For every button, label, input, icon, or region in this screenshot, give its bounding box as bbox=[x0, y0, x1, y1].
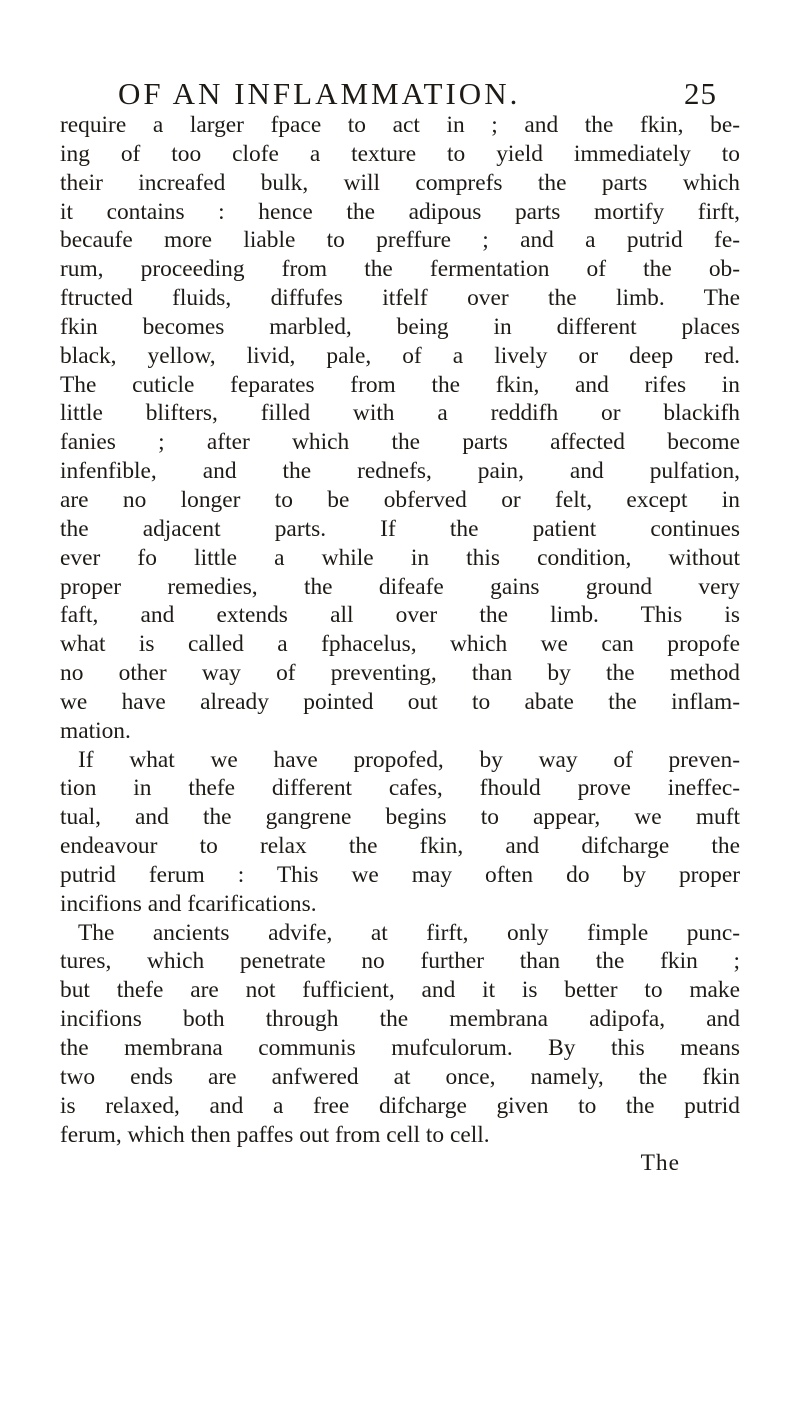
text-line: black, yellow, livid, pale, of a lively or deep red. bbox=[60, 342, 740, 369]
text-line: but thefe are not fufficient, and it is better to make bbox=[60, 977, 740, 1004]
text-line: fanies ; after which the parts affected become bbox=[60, 429, 740, 456]
text-line: the membrana communis mufculorum. By this means bbox=[60, 1035, 740, 1061]
text-line: ing of too clofe a texture to yield immediately to bbox=[60, 140, 740, 167]
text-line: incifions and fcarifications. bbox=[60, 890, 317, 917]
text-line: ferum, which then paffes out from cell to cell. bbox=[60, 1121, 490, 1148]
text-line: fkin becomes marbled, being in different places bbox=[60, 313, 740, 340]
text-line: The ancients advife, at firft, only fimple punc- bbox=[78, 919, 740, 946]
text-line: mation. bbox=[60, 717, 131, 744]
text-line: two ends are anfwered at once, namely, the fkin bbox=[60, 1063, 740, 1090]
text-line: their increafed bulk, will comprefs the parts which bbox=[60, 169, 740, 196]
text-line: infenfible, and the rednefs, pain, and pulfation, bbox=[60, 458, 740, 485]
text-line: are no longer to be obferved or felt, except in bbox=[60, 486, 740, 513]
running-head: OF AN INFLAMMATION. bbox=[118, 76, 521, 111]
text-line: ever fo little a while in this condition, without bbox=[60, 544, 740, 571]
text-line: we have already pointed out to abate the inflam- bbox=[60, 688, 740, 715]
text-line: tual, and the gangrene begins to appear, we muft bbox=[60, 804, 740, 831]
text-line: faft, and extends all over the limb. This is bbox=[60, 602, 740, 629]
text-line: If what we have propofed, by way of preven- bbox=[78, 746, 740, 773]
text-line: endeavour to relax the fkin, and difcharge the bbox=[60, 833, 740, 860]
text-line: require a larger fpace to act in ; and the fkin, be- bbox=[60, 112, 740, 138]
text-line: the adjacent parts. If the patient continues bbox=[60, 515, 740, 542]
text-line: putrid ferum : This we may often do by proper bbox=[60, 861, 740, 888]
catchword: The bbox=[640, 1150, 680, 1177]
text-line: it contains : hence the adipous parts mortify firft, bbox=[60, 198, 740, 225]
body-text bbox=[60, 111, 740, 1178]
text-line: little blifters, filled with a reddifh or blackifh bbox=[60, 400, 740, 427]
text-line: rum, proceeding from the fermentation of the ob- bbox=[60, 256, 740, 283]
text-line: tion in thefe different cafes, fhould prove ineffec- bbox=[60, 775, 740, 802]
text-line: incifions both through the membrana adipofa, and bbox=[60, 1006, 740, 1033]
text-line: becaufe more liable to preffure ; and a putrid fe- bbox=[60, 227, 740, 254]
text-line: ftructed fluids, diffufes itfelf over the limb. The bbox=[60, 285, 740, 312]
page-number: 25 bbox=[684, 76, 717, 111]
text-line: is relaxed, and a free difcharge given to the putrid bbox=[60, 1092, 740, 1119]
text-line: tures, which penetrate no further than the fkin ; bbox=[60, 948, 740, 975]
text-line: proper remedies, the difeafe gains ground very bbox=[60, 573, 740, 600]
text-line: The cuticle feparates from the fkin, and rifes in bbox=[60, 371, 740, 398]
text-line: what is called a fphacelus, which we can propofe bbox=[60, 631, 740, 658]
text-line: no other way of preventing, than by the method bbox=[60, 660, 740, 687]
